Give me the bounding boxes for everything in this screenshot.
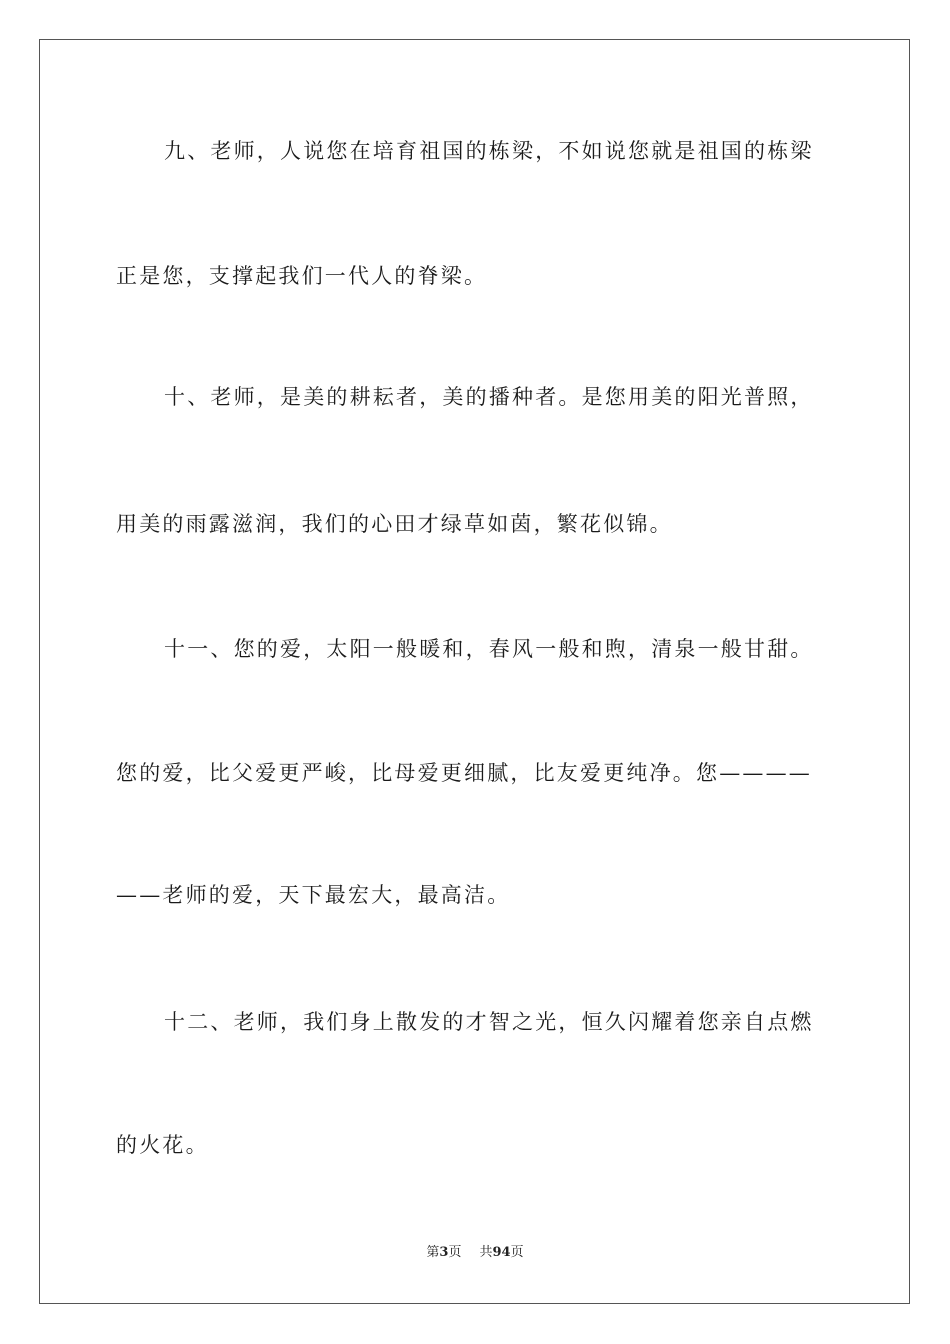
page-prefix: 第 (426, 1245, 440, 1260)
paragraph-12-line-1: 十二、老师，我们身上散发的才智之光，恒久闪耀着您亲自点燃 (164, 1010, 814, 1034)
page-frame (39, 39, 910, 1304)
paragraph-10-line-2: 用美的雨露滋润，我们的心田才绿草如茵，繁花似锦。 (116, 512, 673, 536)
total-suffix: 页 (510, 1245, 524, 1260)
paragraph-11-line-1: 十一、您的爱，太阳一般暖和，春风一般和煦，清泉一般甘甜。 (164, 637, 814, 661)
paragraph-10-line-1: 十、老师，是美的耕耘者，美的播种者。是您用美的阳光普照， (164, 385, 814, 409)
page-suffix: 页 (448, 1245, 462, 1260)
total-pages: 94 (492, 1245, 511, 1260)
paragraph-9-line-1: 九、老师，人说您在培育祖国的栋梁，不如说您就是祖国的栋梁 (164, 139, 814, 163)
page-number: 3 (439, 1245, 449, 1260)
total-prefix: 共 (479, 1245, 493, 1260)
paragraph-11-line-2: 您的爱，比父爱更严峻，比母爱更细腻，比友爱更纯净。您———— (116, 761, 812, 785)
paragraph-9-line-2: 正是您，支撑起我们一代人的脊梁。 (116, 264, 488, 288)
paragraph-12-line-2: 的火花。 (116, 1133, 209, 1157)
page-footer (0, 1244, 950, 1262)
paragraph-11-line-3: ——老师的爱，天下最宏大，最高洁。 (116, 883, 511, 907)
